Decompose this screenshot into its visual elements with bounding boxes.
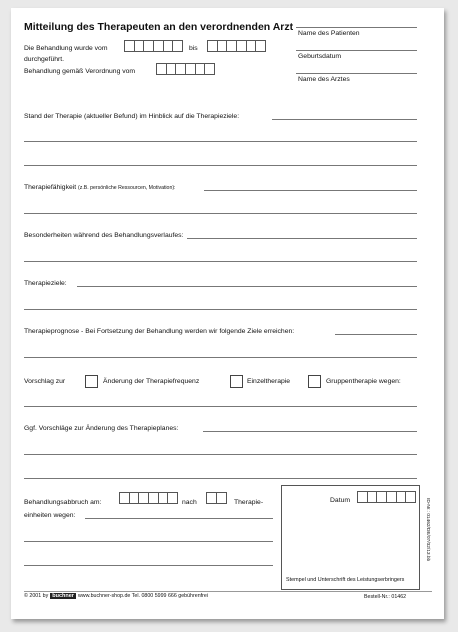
footer-divider <box>24 591 432 592</box>
change-proposals-line[interactable] <box>24 454 417 455</box>
therapy-goals-line[interactable] <box>77 286 417 287</box>
change-proposals-line[interactable] <box>24 478 417 479</box>
single-therapy-label: Einzeltherapie <box>247 378 291 385</box>
abort-reason-line[interactable] <box>24 565 273 566</box>
prognosis-line[interactable] <box>24 357 417 358</box>
therapy-ability-label: Therapiefähigkeit (z.B. persönliche Ressourcen, Motivation): <box>24 184 176 191</box>
form-page <box>11 8 444 619</box>
patient-name-label: Name des Patienten <box>298 30 360 37</box>
single-therapy-checkbox[interactable] <box>230 375 243 388</box>
stamp-label: Stempel und Unterschrift des Leistungserbringers <box>286 577 405 583</box>
prognosis-line[interactable] <box>335 334 417 335</box>
prescription-date-boxes[interactable] <box>156 63 215 75</box>
form-title: Mitteilung des Therapeuten an den verordnenden Arzt <box>24 21 294 33</box>
abort-date-boxes[interactable] <box>119 492 178 504</box>
group-therapy-checkbox[interactable] <box>308 375 321 388</box>
patient-name-line[interactable] <box>296 27 417 28</box>
special-features-line[interactable] <box>187 238 417 239</box>
performed-label: durchgeführt. <box>24 56 65 63</box>
therapy-goals-line[interactable] <box>24 309 417 310</box>
side-code: ID-Nr.: 01462/DE/07/02/13.bb <box>425 498 430 562</box>
treatment-to-label: bis <box>189 45 198 52</box>
therapy-status-label: Stand der Therapie (aktueller Befund) im Hinblick auf die Therapieziele: <box>24 113 240 120</box>
abort-after-label: nach <box>182 499 197 506</box>
special-features-line[interactable] <box>24 261 417 262</box>
frequency-change-checkbox[interactable] <box>85 375 98 388</box>
birth-date-line[interactable] <box>296 50 417 51</box>
date-label: Datum <box>330 497 351 504</box>
brand-logo: buchner <box>52 593 74 599</box>
therapy-goals-label: Therapieziele: <box>24 280 67 287</box>
abort-label: Behandlungsabbruch am: <box>24 499 102 506</box>
doctor-name-label: Name des Arztes <box>298 76 350 83</box>
therapy-ability-line[interactable] <box>24 213 417 214</box>
special-features-label: Besonderheiten während des Behandlungsverlaufes: <box>24 232 184 239</box>
abort-reason-line[interactable] <box>85 518 273 519</box>
treatment-from-label: Die Behandlung wurde vom <box>24 45 108 52</box>
footer-copyright: © 2001 by buchner www.buchner-shop.de Tel. 0800 5999 666 gebührenfrei <box>24 593 209 599</box>
proposal-label: Vorschlag zur <box>24 378 66 385</box>
stamp-signature-box[interactable] <box>281 485 420 590</box>
therapy-status-line[interactable] <box>24 165 417 166</box>
treatment-to-date-boxes[interactable] <box>207 40 266 52</box>
change-proposals-label: Ggf. Vorschläge zur Änderung des Therapieplanes: <box>24 425 179 432</box>
doctor-name-line[interactable] <box>296 73 417 74</box>
frequency-change-label: Änderung der Therapiefrequenz <box>103 378 200 385</box>
change-proposals-line[interactable] <box>203 431 417 432</box>
therapy-units-label: Therapie- <box>234 499 264 506</box>
treatment-from-date-boxes[interactable] <box>124 40 183 52</box>
therapy-ability-line[interactable] <box>204 190 417 191</box>
signature-date-boxes[interactable] <box>357 491 416 503</box>
therapy-units-boxes[interactable] <box>206 492 227 504</box>
proposal-reason-line[interactable] <box>24 406 417 407</box>
therapy-status-line[interactable] <box>24 141 417 142</box>
group-therapy-label: Gruppentherapie wegen: <box>326 378 401 385</box>
prognosis-label: Therapieprognose - Bei Fortsetzung der Behandlung werden wir folgende Ziele erreichen: <box>24 328 295 335</box>
prescription-label: Behandlung gemäß Verordnung vom <box>24 68 136 75</box>
abort-reason-label: einheiten wegen: <box>24 512 76 519</box>
order-number: Bestell-Nr.: 01462 <box>364 594 407 600</box>
therapy-status-line[interactable] <box>272 119 417 120</box>
birth-date-label: Geburtsdatum <box>298 53 342 60</box>
abort-reason-line[interactable] <box>24 541 273 542</box>
